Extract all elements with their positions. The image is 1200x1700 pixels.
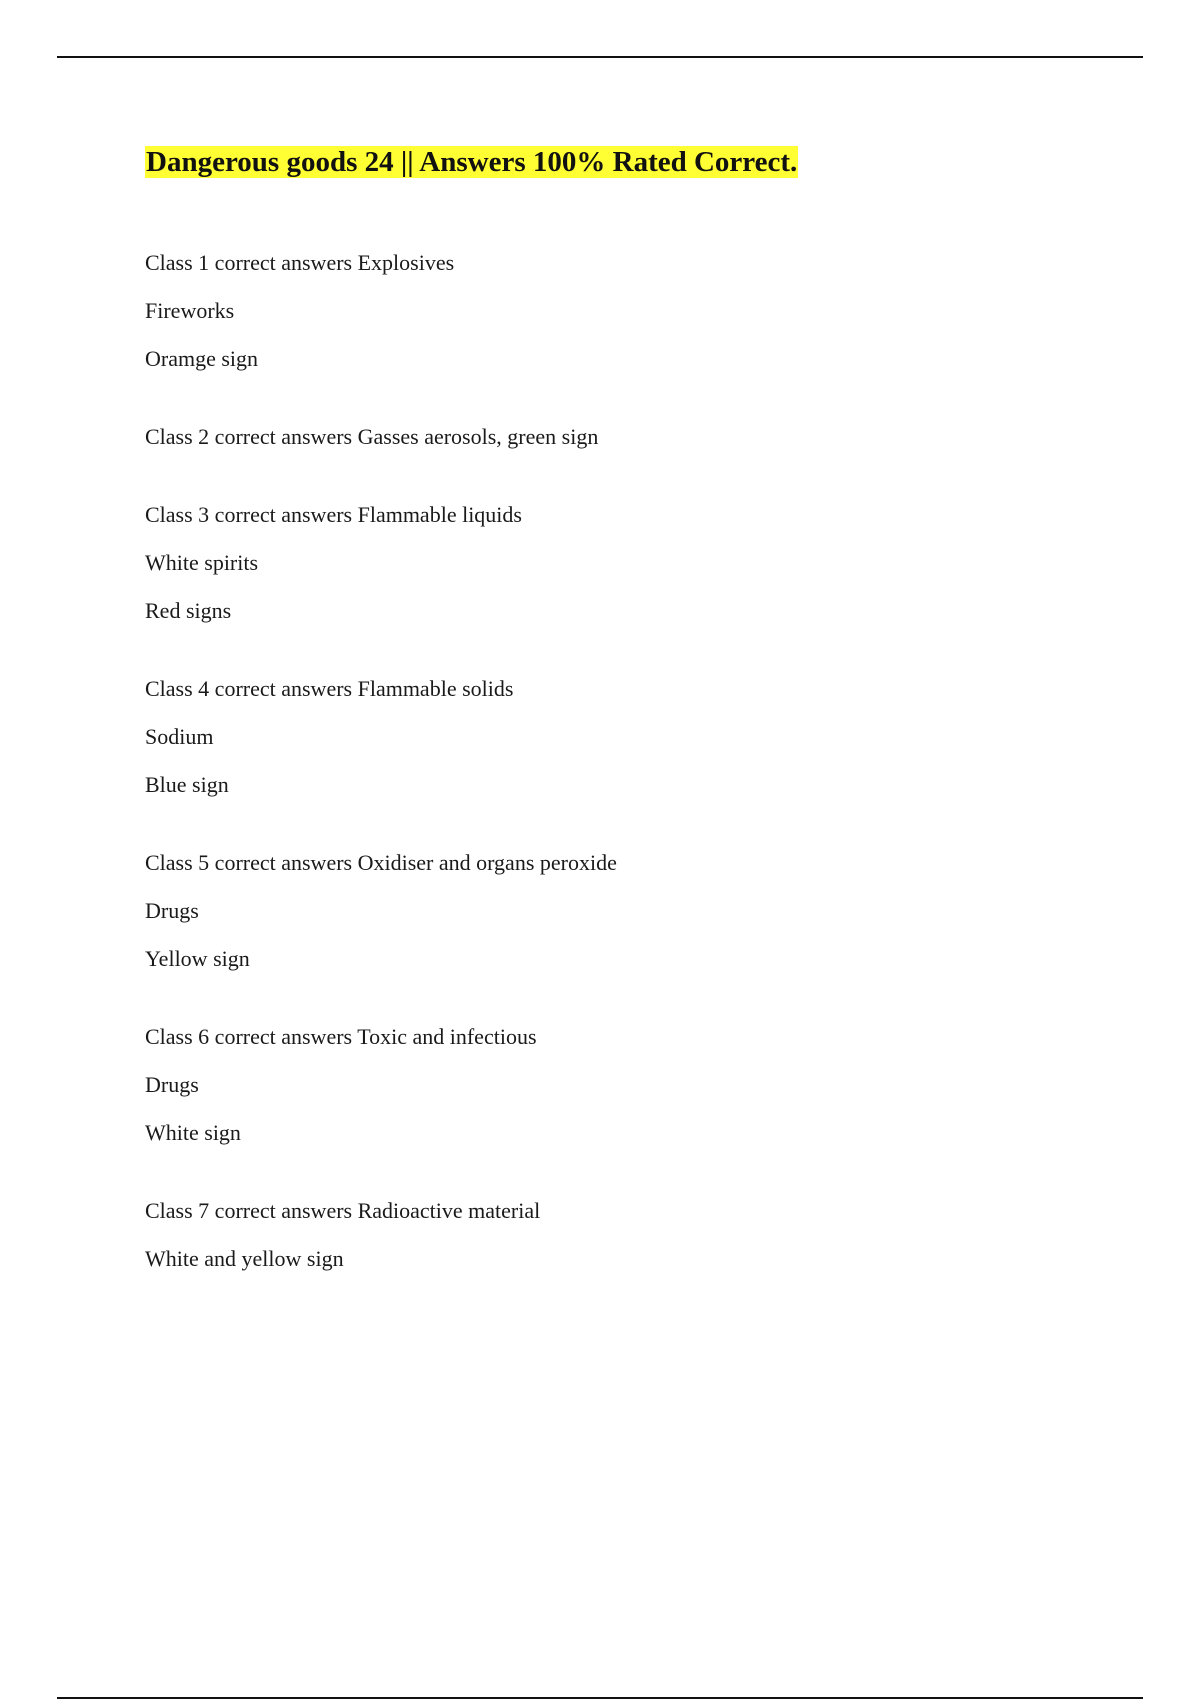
class-7-answer: Class 7 correct answers Radioactive material <box>145 1198 541 1223</box>
class-5-section <box>145 848 1145 974</box>
class-7-sign: White and yellow sign <box>145 1246 344 1271</box>
class-7-section <box>145 1196 1145 1274</box>
answers-content <box>145 248 1145 1322</box>
class-6-answer: Class 6 correct answers Toxic and infectious <box>145 1024 537 1049</box>
class-1-example: Fireworks <box>145 298 235 323</box>
class-2-section <box>145 422 1145 452</box>
class-5-answer: Class 5 correct answers Oxidiser and organs peroxide <box>145 850 617 875</box>
class-4-sign: Blue sign <box>145 772 229 797</box>
header-rule <box>57 56 1143 58</box>
class-2-answer: Class 2 correct answers Gasses aerosols, green sign <box>145 424 599 449</box>
class-4-example: Sodium <box>145 724 214 749</box>
class-3-example: White spirits <box>145 550 259 575</box>
page-title-text: Dangerous goods 24 || Answers 100% Rated Correct. <box>146 146 798 178</box>
class-5-example: Drugs <box>145 898 199 923</box>
class-1-section <box>145 248 1145 374</box>
class-4-section <box>145 674 1145 800</box>
class-6-section <box>145 1022 1145 1148</box>
class-5-sign: Yellow sign <box>145 946 250 971</box>
class-6-sign: White sign <box>145 1120 241 1145</box>
footer-rule <box>57 1697 1143 1699</box>
class-3-section <box>145 500 1145 626</box>
class-6-example: Drugs <box>145 1072 199 1097</box>
class-3-sign: Red signs <box>145 598 232 623</box>
class-4-answer: Class 4 correct answers Flammable solids <box>145 676 514 701</box>
page-title <box>145 143 798 181</box>
class-1-answer: Class 1 correct answers Explosives <box>145 250 455 275</box>
class-3-answer: Class 3 correct answers Flammable liquids <box>145 502 522 527</box>
class-1-sign: Oramge sign <box>145 346 259 371</box>
